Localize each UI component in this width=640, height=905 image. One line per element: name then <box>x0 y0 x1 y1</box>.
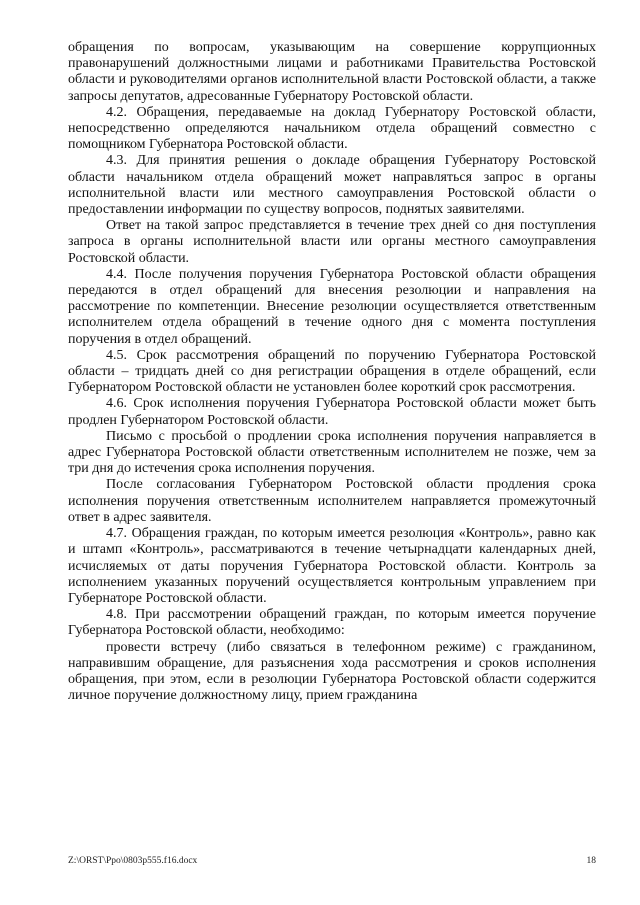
paragraph-continuation: обращения по вопросам, указывающим на совершение коррупционных правонарушений должностными лицами и работниками Правительства Ростовской области и руководителями органов исполнительной власти Ростовской области, а также запросы депутатов, адресованные Губернатору Ростовской области. <box>68 40 596 104</box>
paragraph-4-2: 4.2. Обращения, передаваемые на доклад Губернатору Ростовской области, непосредственно определяются начальником отдела обращений совместно с помощником Губернатора Ростовской области. <box>68 104 596 153</box>
paragraph-4-5: 4.5. Срок рассмотрения обращений по поручению Губернатора Ростовской области – тридцать дней со дня регистрации обращения в отделе обращений, если Губернатором Ростовской области не установлен более короткий срок рассмотрения. <box>68 347 596 396</box>
footer-page-number: 18 <box>586 856 596 866</box>
paragraph-4-8-meeting: провести встречу (либо связаться в телефонном режиме) с гражданином, направившим обращение, для разъяснения хода рассмотрения и сроков исполнения обращения, при этом, если в резолюции Губернатора Ростовской области содержится личное поручение должностному лицу, прием гражданина <box>68 639 596 704</box>
paragraph-4-7: 4.7. Обращения граждан, по которым имеется резолюция «Контроль», равно как и штамп «Контроль», рассматриваются в течение четырнадцати календарных дней, исчисляемых от даты поручения Губернатора Ростовской области. Контроль за исполнением указанных поручений осуществляется контрольным управлением при Губернаторе Ростовской области. <box>68 526 596 606</box>
paragraph-4-6-approval: После согласования Губернатором Ростовской области продления срока исполнения поручения ответственным исполнителем направляется промежуточный ответ в адрес заявителя. <box>68 477 596 525</box>
paragraph-4-3: 4.3. Для принятия решения о докладе обращения Губернатору Ростовской области начальником отдела обращений может направляться запрос в органы исполнительной власти или местного самоуправления Ростовской области о предоставлении информации по существу вопросов, поднятых заявителями. <box>68 153 596 218</box>
paragraph-4-4: 4.4. После получения поручения Губернатора Ростовской области обращения передаются в отдел обращений для внесения резолюции и направления на рассмотрение по компетенции. Внесение резолюции осуществляется ответственным исполнителем отдела обращений в течение одного дня с момента поступления поручения в отдел обращений. <box>68 266 596 347</box>
footer-file-path: Z:\ORST\Ppo\0803p555.f16.docx <box>68 856 198 866</box>
paragraph-4-6: 4.6. Срок исполнения поручения Губернатора Ростовской области может быть продлен Губернатором Ростовской области. <box>68 396 596 428</box>
paragraph-4-3-response: Ответ на такой запрос представляется в течение трех дней со дня поступления запроса в органы исполнительной власти или органы местного самоуправления Ростовской области. <box>68 218 596 266</box>
document-page <box>68 40 596 704</box>
paragraph-4-8: 4.8. При рассмотрении обращений граждан, по которым имеется поручение Губернатора Ростовской области, необходимо: <box>68 607 596 639</box>
paragraph-4-6-letter: Письмо с просьбой о продлении срока исполнения поручения направляется в адрес Губернатора Ростовской области ответственным исполнителем не позже, чем за три дня до истечения срока исполнения поручения. <box>68 428 596 477</box>
